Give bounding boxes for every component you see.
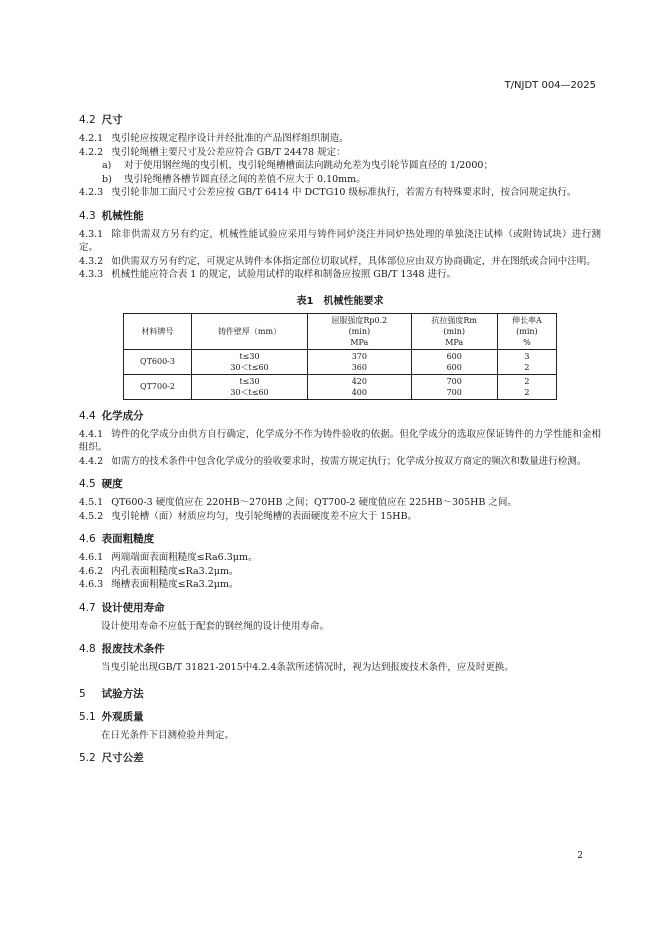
section-4-2-heading: 4.2 尺寸	[79, 114, 123, 126]
page-content	[79, 104, 601, 770]
clause-4-5-1: 4.5.1 QT600-3 硬度值应在 220HB～270HB 之间；QT700-2 硬度值应在 225HB～305HB 之间。	[79, 497, 517, 508]
section-5-1-heading: 5.1 外观质量	[79, 710, 144, 723]
header-material: 材料牌号	[124, 313, 192, 349]
clause-5-1-text: 在日光条件下目测检验并判定。	[101, 729, 235, 741]
table-header-row	[124, 313, 557, 349]
header-thickness: 铸件壁厚（mm）	[192, 313, 308, 349]
section-4-7-heading: 4.7 设计使用寿命	[79, 601, 165, 614]
clause-4-2-3: 4.2.3 曳引轮非加工面尺寸公差应按 GB/T 6414 中 DCTG10 级标准执行，若需方有特殊要求时，按合同规定执行。	[79, 187, 577, 198]
clause-4-4-1: 4.4.1 铸件的化学成分由供方自行确定，化学成分不作为铸件验收的依据。但化学成分的选取应保证铸件的力学性能和金相组织。	[79, 428, 601, 453]
clause-4-5-2: 4.5.2 曳引轮槽（面）材质应均匀，曳引轮绳槽的表面硬度差不应大于 15HB。	[79, 510, 418, 522]
section-4-8-heading: 4.8 报废技术条件	[79, 643, 165, 655]
clause-4-6-1: 4.6.1 两端端面表面粗糙度≤Ra6.3μm。	[79, 552, 258, 563]
table-row: QT700-2 t≤30 30＜t≤60 420 400 700 700 2 2	[124, 374, 557, 399]
section-5-2-heading: 5.2 尺寸公差	[79, 752, 144, 764]
clause-4-6-3: 4.6.3 绳槽表面粗糙度≤Ra3.2μm。	[79, 579, 239, 590]
clause-4-3-3: 4.3.3 机械性能应符合表 1 的规定，试验用试样的取样和制备应按照 GB/T 1348 进行。	[79, 269, 457, 280]
mechanical-properties-table	[123, 313, 557, 400]
clause-4-6-2: 4.6.2 内孔表面粗糙度≤Ra3.2μm。	[79, 565, 239, 577]
clause-4-2-1: 4.2.1 曳引轮应按规定程序设计并经批准的产品图样组织制造。	[79, 133, 349, 144]
page-number: 2	[577, 851, 583, 861]
header-rm: 抗拉强度Rm (min) MPa	[411, 313, 497, 349]
clause-4-8-text: 当曳引轮出现GB/T 31821-2015中4.2.4条款所述情况时，视为达到报废技术条件，应及时更换。	[101, 662, 514, 673]
clause-4-2-2: 4.2.2 曳引轮绳槽主要尺寸及公差应符合 GB/T 24478 规定：	[79, 146, 346, 158]
section-4-5-heading: 4.5 硬度	[79, 478, 123, 490]
list-item-b: b) 曳引轮绳槽各槽节圆直径之间的差值不应大于 0.10mm。	[102, 173, 366, 185]
section-4-6-heading: 4.6 表面粗糙度	[79, 533, 155, 545]
section-4-3-heading: 4.3 机械性能	[79, 209, 144, 222]
clause-4-3-1: 4.3.1 除非供需双方另有约定，机械性能试验应采用与铸件同炉浇注并同炉热处理的单独浇注试棒（或附铸试块）进行测定。	[79, 228, 601, 253]
section-5-heading: 5 试验方法	[79, 687, 144, 700]
clause-4-3-2: 4.3.2 如供需双方另有约定，可规定从铸件本体指定部位切取试样，具体部位应由双方协商确定，并在图纸或合同中注明。	[79, 255, 596, 267]
clause-4-4-2: 4.4.2 如需方的技术条件中包含化学成分的验收要求时，按需方规定执行；化学成分按双方商定的频次和数量进行检测。	[79, 455, 587, 467]
header-elongation: 伸长率A (min) %	[497, 313, 556, 349]
clause-4-7-text: 设计使用寿命不应低于配套的钢丝绳的设计使用寿命。	[101, 620, 330, 632]
header-rp02: 屈服强度Rp0.2 (min) MPa	[308, 313, 412, 349]
table-caption: 表1 机械性能要求	[296, 295, 384, 307]
section-4-4-heading: 4.4 化学成分	[79, 409, 144, 422]
list-item-a: a) 对于使用钢丝绳的曳引机，曳引轮绳槽槽面法向跳动允差为曳引轮节圆直径的 1/2000；	[102, 160, 493, 171]
table-row: QT600-3 t≤30 30＜t≤60 370 360 600 600 3 2	[124, 349, 557, 374]
document-code: T/NJDT 004—2025	[504, 80, 596, 91]
